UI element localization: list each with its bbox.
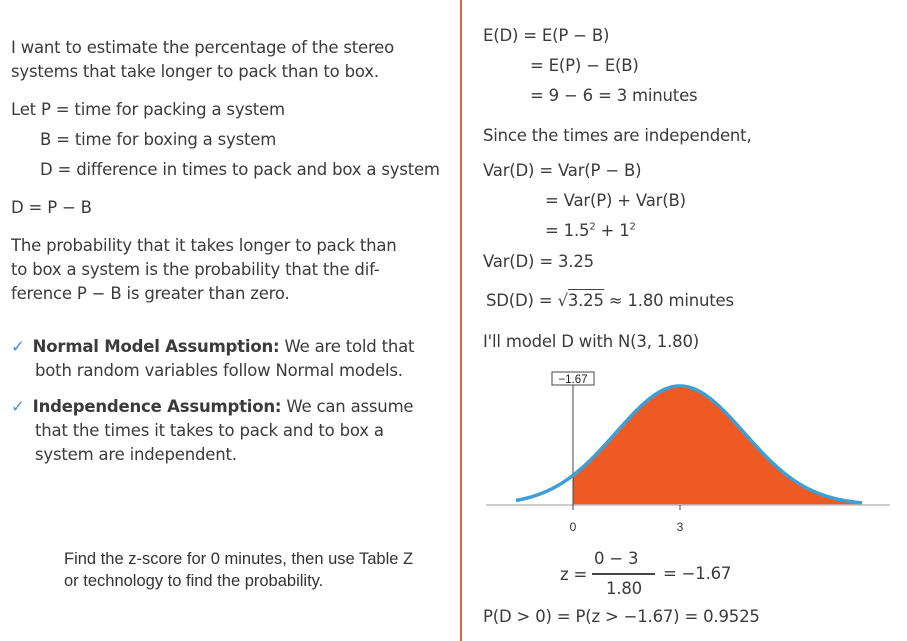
z-equals: z = [560,565,588,584]
intro-line-2: systems that take longer to pack than to box. [11,62,379,81]
independence-assumption-line-2: that the times it takes to pack and to box a [35,421,384,440]
z-result: = −1.67 [663,564,732,583]
definition-p: Let P = time for packing a system [11,100,285,119]
variance-line-2: = Var(P) + Var(B) [545,191,686,210]
final-probability: P(D > 0) = P(z > −1.67) = 0.9525 [483,607,760,626]
zscore-instruction-line-2: or technology to find the probability. [64,572,324,590]
checkmark-icon: ✓ [11,337,25,356]
definition-d: D = difference in times to pack and box a system [40,160,440,179]
model-statement: I'll model D with N(3, 1.80) [483,332,699,351]
checkmark-icon: ✓ [11,397,25,416]
z-label: −1.67 [558,374,588,386]
variance-line-3: = $1.5^2 + 1^2$ [545,221,636,240]
square-root-symbol: √ [557,291,568,310]
probability-line-2: to box a system is the probability that the dif- [11,260,380,279]
variance-result: Var(D) = 3.25 [483,252,594,271]
tick-label-3: 3 [676,520,684,534]
normal-assumption-text: We are told that [279,337,415,356]
expectation-line-2: = E(P) − E(B) [530,56,639,75]
z-numerator: 0 − 3 [594,549,639,568]
independence-assumption-text: We can assume [281,397,414,416]
z-denominator: 1.80 [606,579,642,598]
normal-curve-chart [480,368,900,538]
zscore-instruction-line-1: Find the z-score for 0 minutes, then use Table Z [64,550,414,568]
d-definition: D = P − B [11,198,92,217]
independence-assumption-line-1 [11,397,413,416]
fraction-bar [592,573,655,575]
independence-note: Since the times are independent, [483,126,752,145]
normal-assumption-line-1 [11,337,414,356]
column-divider [460,0,462,641]
probability-line-3: ference P − B is greater than zero. [11,284,290,303]
normal-assumption-line-2: both random variables follow Normal models. [35,361,403,380]
independence-assumption-title: Independence Assumption: [32,397,282,416]
probability-line-1: The probability that it takes longer to pack than [11,236,397,255]
definition-b: B = time for boxing a system [40,130,277,149]
standard-deviation: SD(D) = √3.25 ≈ 1.80 minutes [486,291,734,310]
tick-label-0: 0 [569,520,577,534]
expectation-line-1: E(D) = E(P − B) [483,26,610,45]
expectation-line-3: = 9 − 6 = 3 minutes [530,86,698,105]
normal-assumption-title: Normal Model Assumption: [32,337,280,356]
variance-line-1: Var(D) = Var(P − B) [483,161,642,180]
intro-line-1: I want to estimate the percentage of the stereo [11,38,395,57]
independence-assumption-line-3: system are independent. [35,445,237,464]
